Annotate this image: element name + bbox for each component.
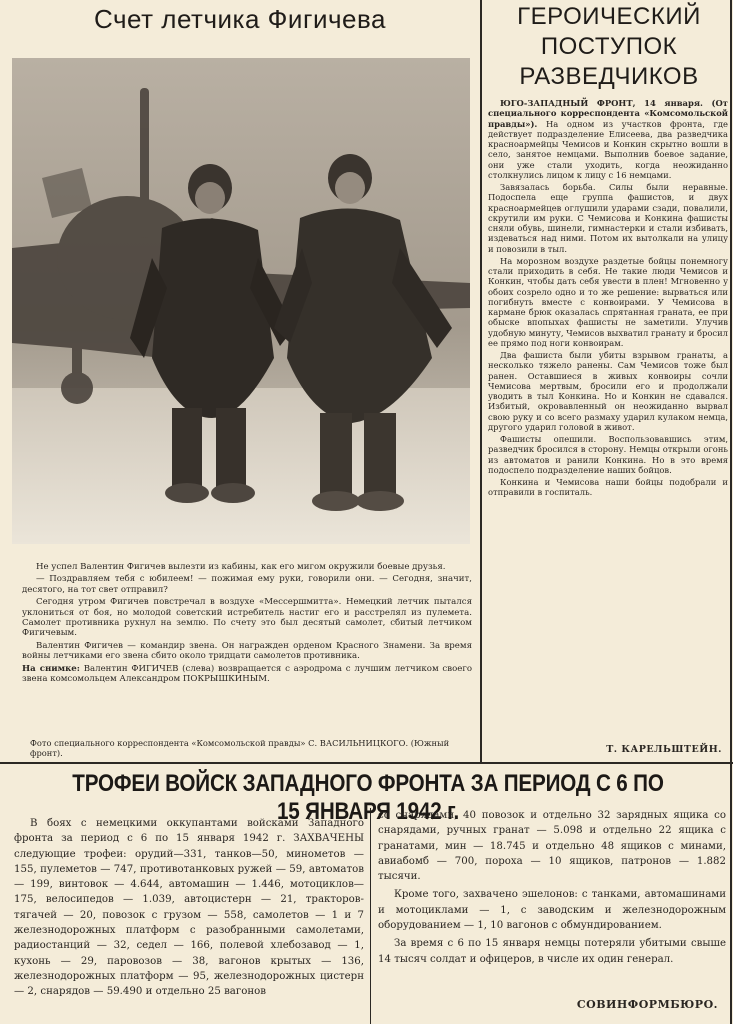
article-paragraph: Два фашиста были убиты взрывом гранаты, а несколько тяжело ранены. Сам Чемисов тоже был ранен. Оставшиеся в живых конвоиры сочли Чемисова мертвым, бросили его и продолжали уводить в тыл Конкина. Но и Конкин не сдавался. Избитый, окровавленный он неожиданно вырвал свою руку и со всего размаху ударил кулаком немца, другого ударил головой в живот. <box>488 350 728 432</box>
caption-paragraph: Сегодня утром Фигичев повстречал в воздухе «Мессершмитта». Немецкий летчик пытался уклониться от боя, но молодой советский истребитель настиг его и расстрелял из пулемета. Самолет противника рухнул на землю. По счету это был десятый самолет, сбитый летчиком Фигичевым. <box>22 597 472 639</box>
dateline: ЮГО-ЗАПАДНЫЙ ФРОНТ, 14 января. (От специального корреспондента «Комсомольской правды»). <box>488 98 728 129</box>
title-line: ГЕРОИЧЕСКИЙ <box>517 3 701 30</box>
right-article-body <box>488 98 728 500</box>
bottom-headline: ТРОФЕИ ВОЙСК ЗАПАДНОГО ФРОНТА ЗА ПЕРИОД С 6 ПО 15 ЯНВАРЯ 1942 г. <box>72 770 664 825</box>
pilots-photo-illustration <box>12 58 470 544</box>
photo-caption-text <box>22 562 472 686</box>
left-article-title: Счет летчика Фигичева <box>94 4 386 34</box>
caption-paragraph: — Поздравляем тебя с юбилеем! — пожимая ему руки, говорили они. — Сегодня, значит, десятого, на тот свет отправил? <box>22 574 472 595</box>
article-paragraph: На одном из участков фронта, где действует подразделение Елисеева, два разведчика красноармейцы Чемисов и Конкин скрытно вошли в село, занятое немцами. Выполнив боевое задание, они уже стали уходить, когда неожиданно столкнулись лицом к лицу с 16 немцами. <box>488 118 728 180</box>
photo-note-text: Валентин ФИГИЧЕВ (слева) возвращается с аэродрома с лучшим летчиком своего звена комсомольцем Александром ПОКРЫШКИНЫМ. <box>22 663 473 685</box>
article-paragraph: Завязалась борьба. Силы были неравные. Подоспела еще группа фашистов, и двух красноармейцев оглушили ударами сзади, повалили, скрутили им руки. С Чемисова и Конкина фашисты сняли обувь, шинели, гимнастерки и стали избивать, издеваться над ними. Потом их вытолкали на улицу и повозили в тыл. <box>488 182 728 254</box>
article-paragraph: Фашисты опешили. Воспользовавшись этим, разведчик бросился в сторону. Немцы открыли огонь из автоматов и ранили Конкина. Но в это время подоспело подразделение наших бойцов. <box>488 434 728 475</box>
right-article-author: Т. КАРЕЛЬШТЕЙН. <box>606 744 722 755</box>
trophies-paragraph: со снарядами, 40 повозок и отдельно 32 зарядных ящика со снарядами, ручных гранат — 5.098 и отдельно 22 ящика с гранатами, мин — 18.745 и отдельно 48 ящиков с минами, авиабомб — 700, пороха — 10 ящиков, патронов — 1.882 тысячи. <box>378 810 726 883</box>
photo-note-label: На снимке: <box>22 663 80 674</box>
trophies-paragraph: За время с 6 по 15 января немцы потеряли убитыми свыше 14 тысяч солдат и офицеров, в числе их один генерал. <box>378 938 726 965</box>
photo-note <box>22 664 472 685</box>
title-line: РАЗВЕДЧИКОВ <box>519 63 699 90</box>
page-edge-right-rule <box>730 0 732 1024</box>
bottom-column-rule <box>370 808 371 1024</box>
section-rule-horizontal <box>0 762 733 764</box>
title-line: ПОСТУПОК <box>540 33 678 60</box>
bottom-signature: СОВИНФОРМБЮРО. <box>576 998 718 1011</box>
right-article-title <box>488 2 730 92</box>
article-paragraph: На морозном воздухе раздетые бойцы понемногу стали приходить в себя. Не такие люди Чемисов и Конкин, чтобы дать себя увести в плен! Мгновенно у обоих созрело одно и то же решение: вырваться или погибнуть вместе с конвоирами. У Чемисова в кармане брюк оказалась спрятанная граната, ее при обыске впопыхах фашисты не заметили. Улучив удобную минуту, Чемисов выхватил гранату и бросил ее прямо под ноги конвоирам. <box>488 255 728 348</box>
trophies-paragraph: Кроме того, захвачено эшелонов: с танками, автомашинами и мотоциклами — 1, с заводским и железнодорожным оборудованием — 1, 10 вагонов с обмундированием. <box>378 889 726 932</box>
pilots-photo <box>12 58 470 544</box>
trophies-paragraph: В боях с немецкими оккупантами войсками Западного фронта за период с 6 по 15 января 1942 г. ЗАХВАЧЕНЫ следующие трофеи: орудий—331, танков—50, минометов — 155, пулеметов — 747, противотанковых ружей — 59, автоматов — 199, винтовок — 4.644, автомашин — 1.446, мотоциклов—175, велосипедов — 1.039, автоцистерн — 21, тракторов-тягачей — 20, повозок с грузом — 558, самолетов — 1 и 7 железнодорожных платформ с разобранными самолетами, радиостанций — 32, седел — 166, полевой хлебозавод — 1, кухонь — 29, паровозов — 38, вагонов крытых — 136, железнодорожных платформ — 95, железнодорожных цистерн — 2, снарядов — 59.490 и отдельно 25 вагонов <box>14 818 364 998</box>
caption-paragraph: Валентин Фигичев — командир звена. Он награжден орденом Красного Знамени. За время войны летчиками его звена сбито около тридцати самолетов противника. <box>22 640 472 662</box>
caption-paragraph: Не успел Валентин Фигичев вылезти из кабины, как его мигом окружили боевые друзья. <box>36 562 446 572</box>
column-rule-vertical <box>480 0 482 762</box>
bottom-column-1 <box>14 816 364 1000</box>
photo-credit: Фото специального корреспондента «Комсомольской правды» С. ВАСИЛЬНИЦКОГО. (Южный фронт). <box>30 738 450 758</box>
bottom-column-2 <box>378 808 726 970</box>
article-paragraph: Конкина и Чемисова наши бойцы подобрали и отправили в госпиталь. <box>488 477 728 498</box>
